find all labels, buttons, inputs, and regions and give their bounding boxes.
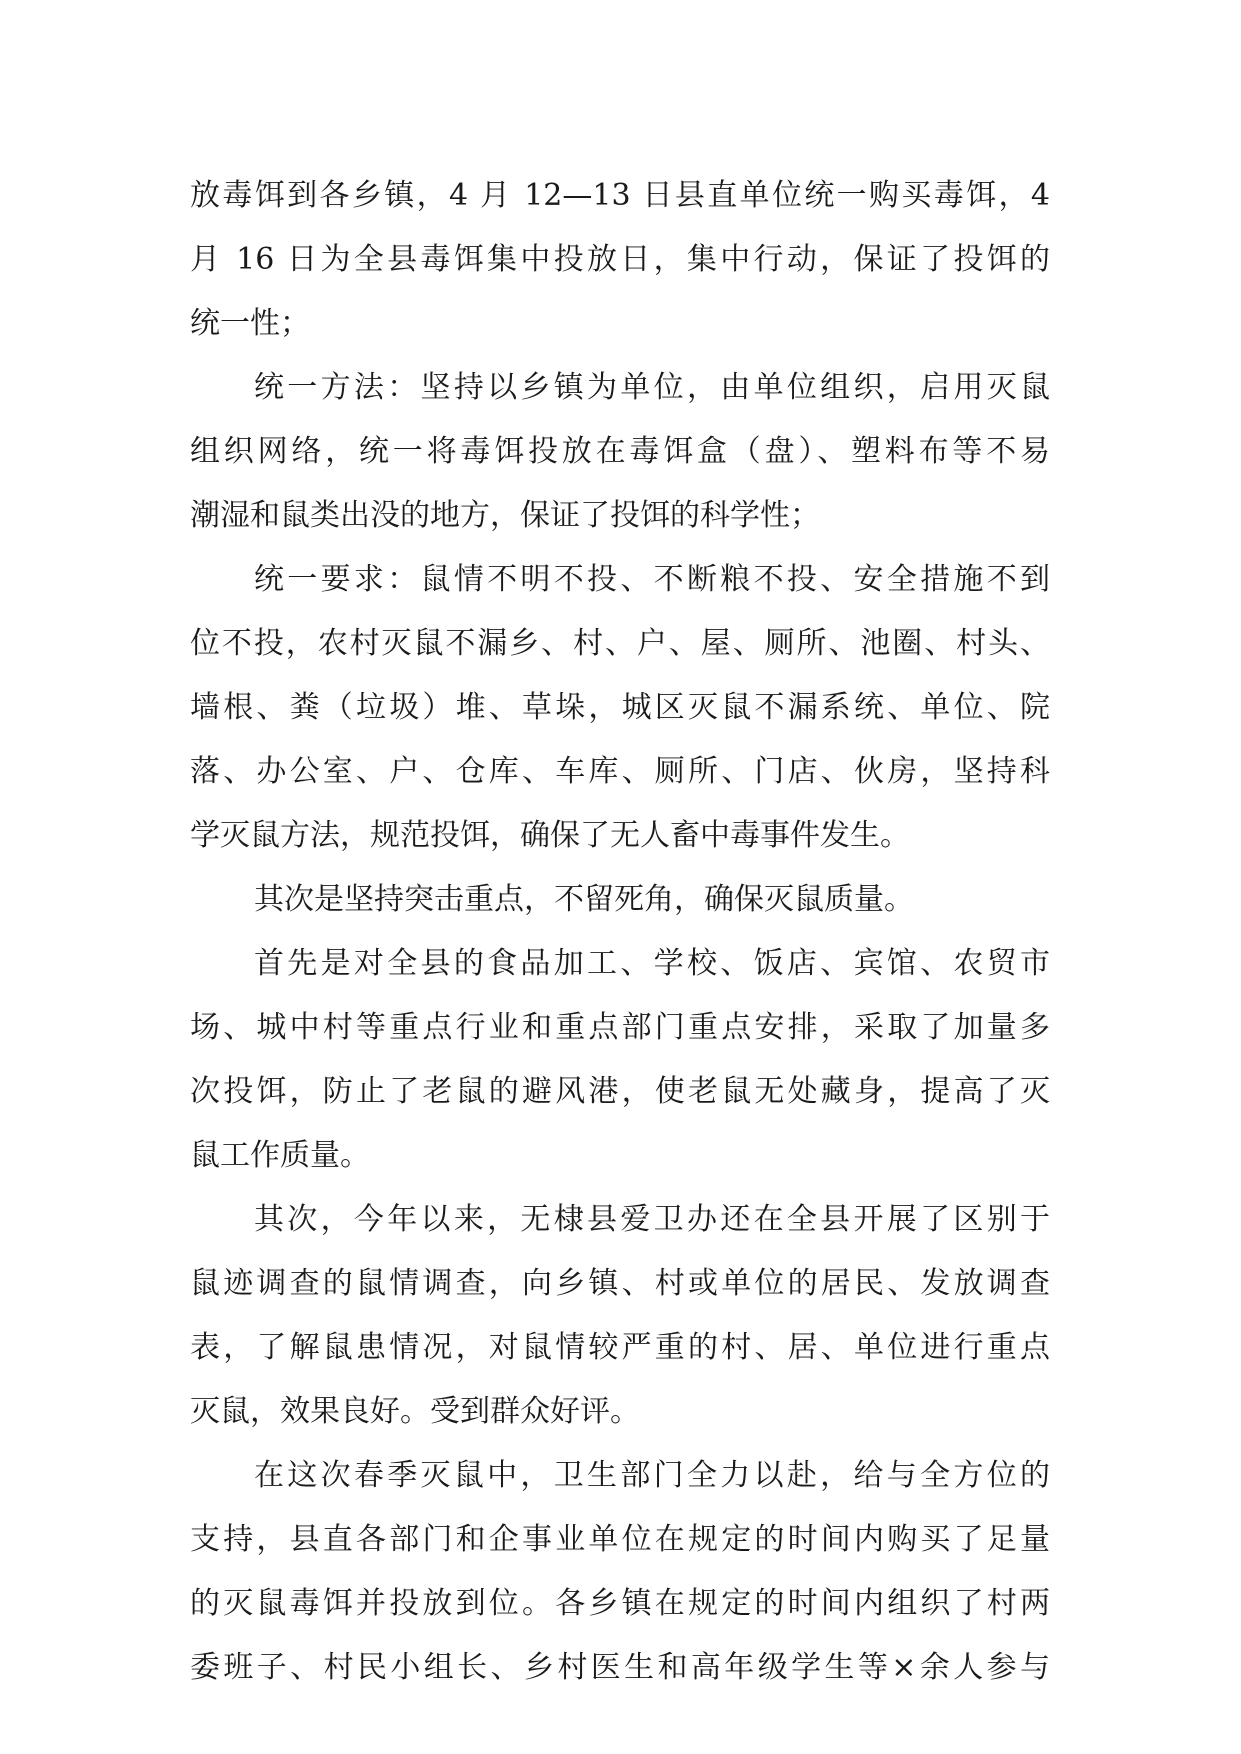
text-line: 位不投，农村灭鼠不漏乡、村、户、屋、厕所、池圈、村头、: [190, 626, 1050, 661]
text-line: 委班子、村民小组长、乡村医生和高年级学生等×余人参与: [190, 1650, 1050, 1685]
text-line: 落、办公室、户、仓库、车库、厕所、门店、伙房，坚持科: [190, 754, 1050, 789]
text-line: 场、城中村等重点行业和重点部门重点安排，采取了加量多: [190, 1010, 1050, 1045]
text-line: 组织网络，统一将毒饵投放在毒饵盒（盘）、塑料布等不易: [190, 434, 1050, 469]
paragraph-first-line: 统一要求：鼠情不明不投、不断粮不投、安全措施不到: [254, 562, 1050, 597]
text-line: 表，了解鼠患情况，对鼠情较严重的村、居、单位进行重点: [190, 1330, 1050, 1365]
paragraph-first-line: 其次是坚持突击重点，不留死角，确保灭鼠质量。: [254, 882, 914, 917]
text-line: 灭鼠，效果良好。受到群众好评。: [190, 1394, 640, 1429]
text-line: 潮湿和鼠类出没的地方，保证了投饵的科学性；: [190, 498, 820, 533]
text-line: 月 16 日为全县毒饵集中投放日，集中行动，保证了投饵的: [190, 242, 1050, 277]
text-line: 鼠工作质量。: [190, 1138, 370, 1173]
paragraph-first-line: 统一方法：坚持以乡镇为单位，由单位组织，启用灭鼠: [254, 370, 1050, 405]
text-line: 的灭鼠毒饵并投放到位。各乡镇在规定的时间内组织了村两: [190, 1586, 1050, 1621]
paragraph-first-line: 首先是对全县的食品加工、学校、饭店、宾馆、农贸市: [254, 946, 1050, 981]
text-line: 墙根、粪（垃圾）堆、草垛，城区灭鼠不漏系统、单位、院: [190, 690, 1050, 725]
document-body: [190, 164, 1050, 1700]
paragraph-first-line: 其次，今年以来，无棣县爱卫办还在全县开展了区别于: [254, 1202, 1050, 1237]
text-line: 学灭鼠方法，规范投饵，确保了无人畜中毒事件发生。: [190, 818, 910, 853]
text-line: 统一性；: [190, 306, 310, 341]
text-line: 次投饵，防止了老鼠的避风港，使老鼠无处藏身，提高了灭: [190, 1074, 1050, 1109]
text-line: 放毒饵到各乡镇，4 月 12—13 日县直单位统一购买毒饵，4: [190, 178, 1050, 213]
text-line: 支持，县直各部门和企事业单位在规定的时间内购买了足量: [190, 1522, 1050, 1557]
paragraph-first-line: 在这次春季灭鼠中，卫生部门全力以赴，给与全方位的: [254, 1458, 1050, 1493]
text-line: 鼠迹调查的鼠情调查，向乡镇、村或单位的居民、发放调查: [190, 1266, 1050, 1301]
